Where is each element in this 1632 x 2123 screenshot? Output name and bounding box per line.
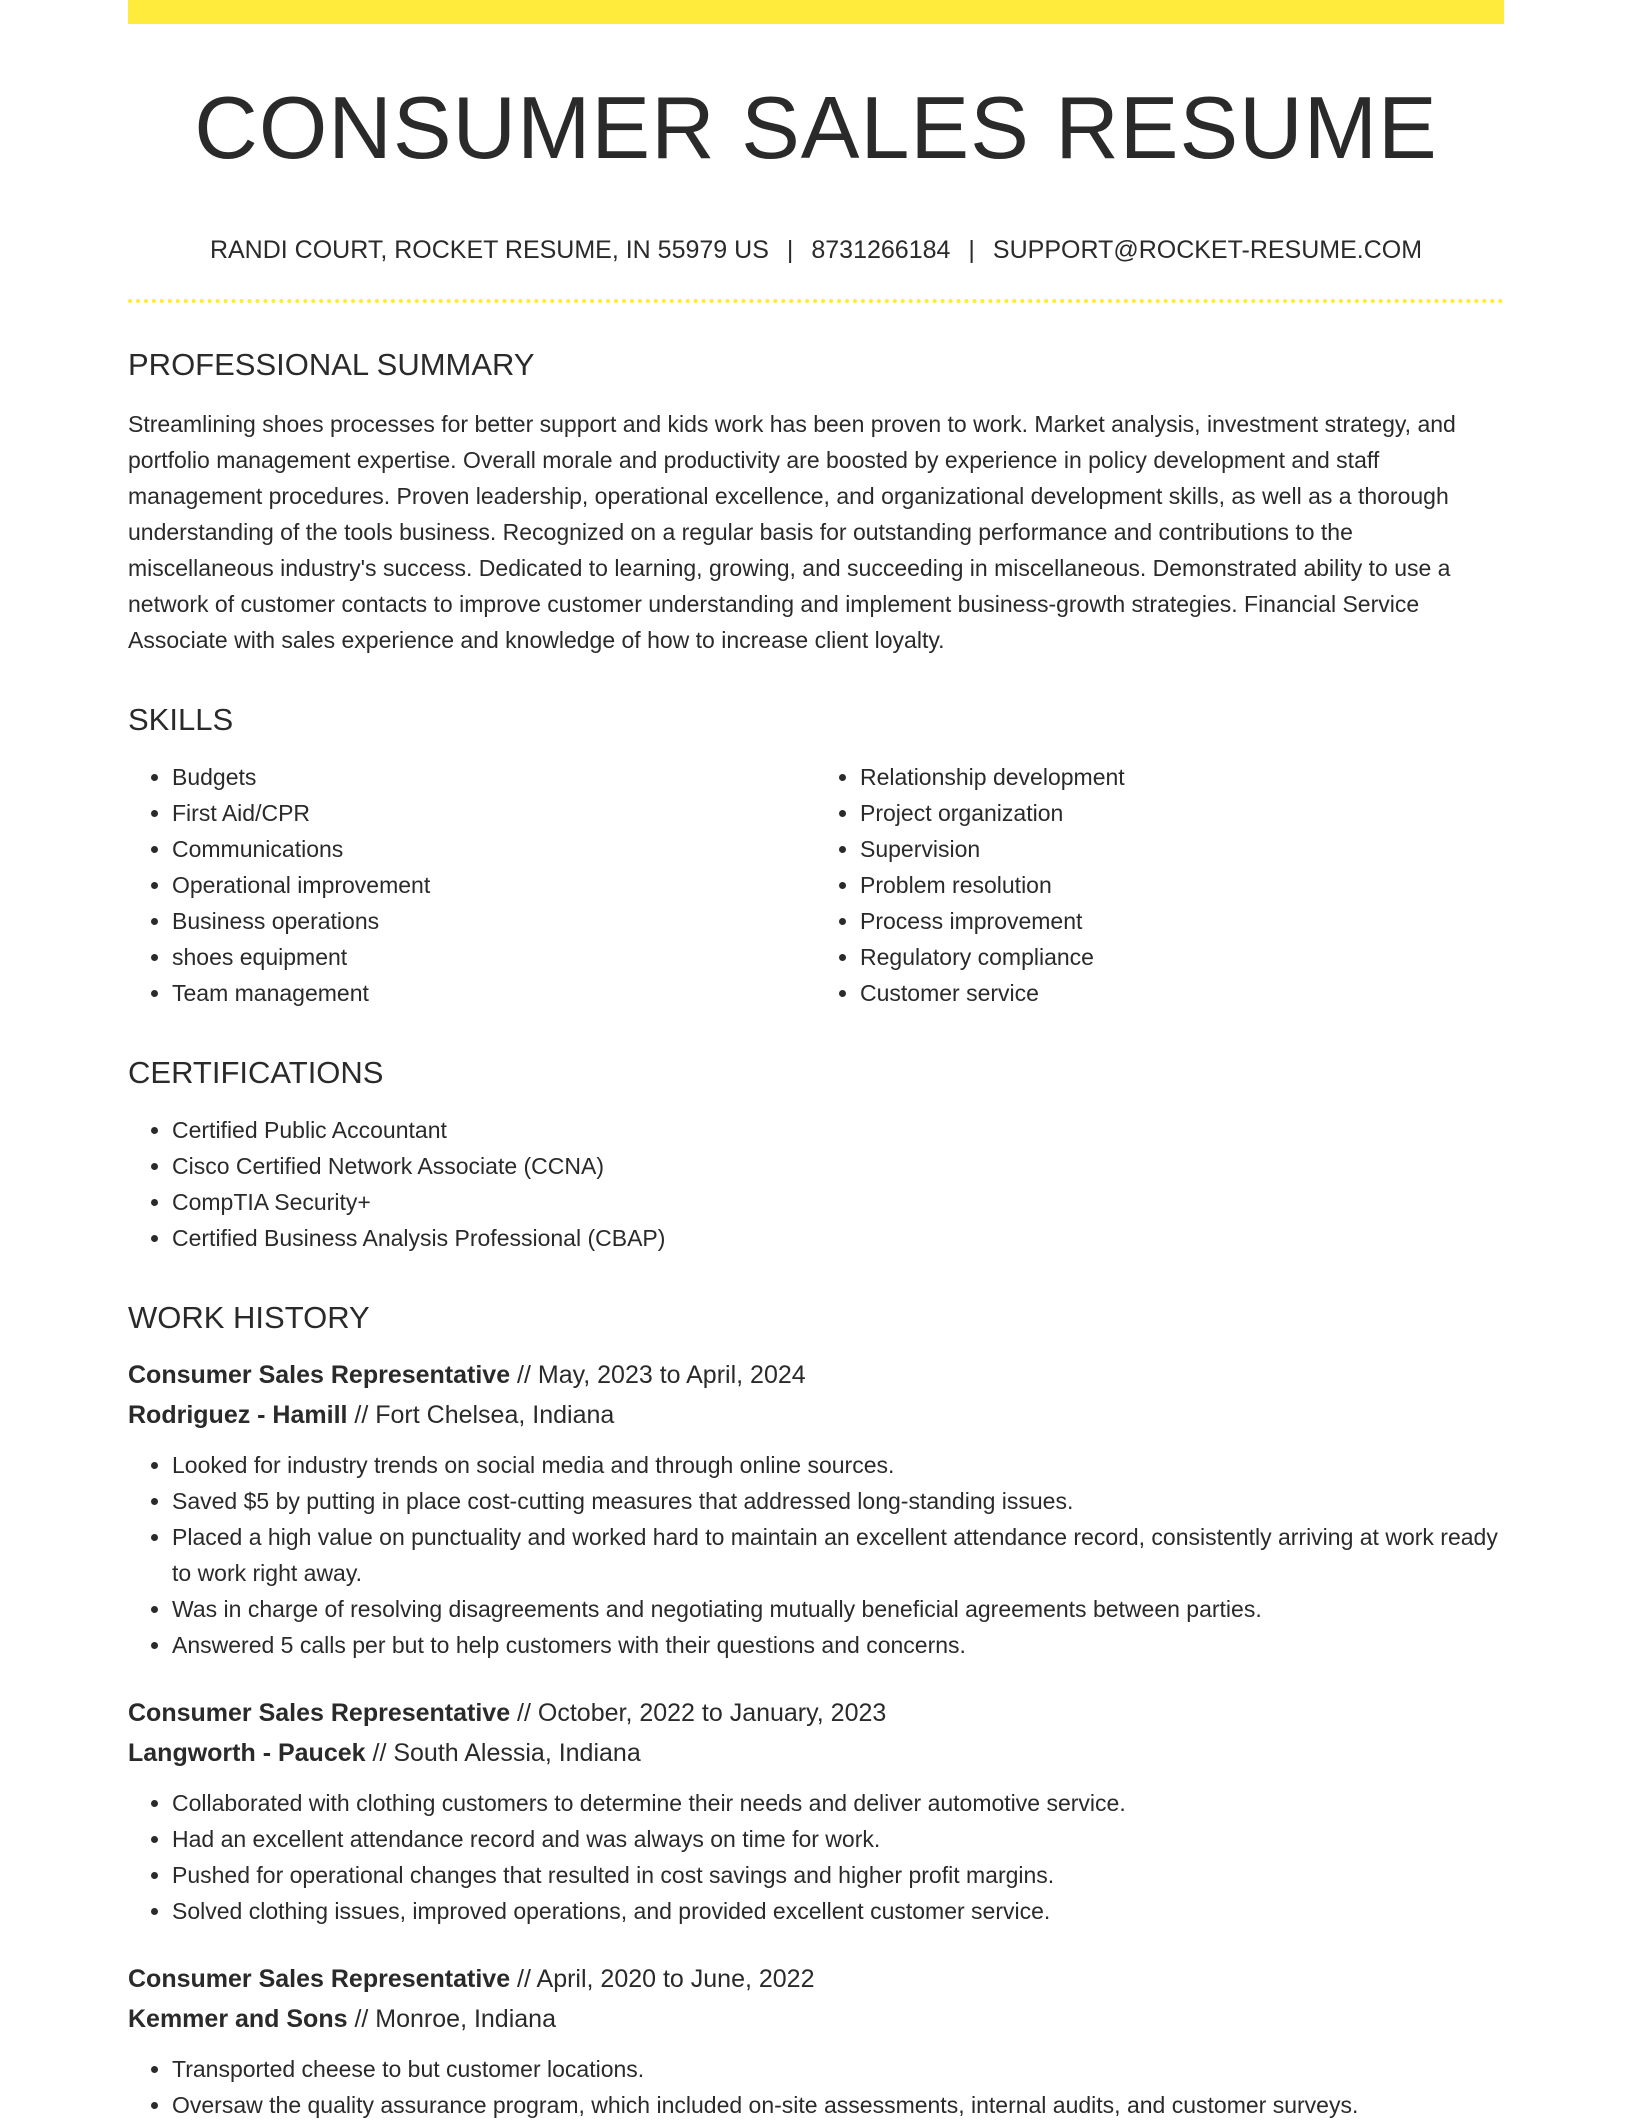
job-title: Consumer Sales Representative bbox=[128, 1361, 511, 1389]
job-entry bbox=[128, 1959, 1504, 2123]
accent-top-bar bbox=[128, 0, 1504, 24]
job-company: Kemmer and Sons bbox=[128, 2005, 348, 2033]
job-bullet: • Transported cheese to but customer locations. bbox=[172, 2051, 1504, 2087]
skill-item: • Regulatory compliance bbox=[860, 939, 1504, 975]
job-bullet: • Pushed for operational changes that resulted in cost savings and higher profit margins. bbox=[172, 1857, 1504, 1893]
certification-item: • Certified Business Analysis Professional (CBAP) bbox=[172, 1220, 1504, 1256]
contact-line bbox=[128, 238, 1504, 263]
skill-item: • Project organization bbox=[860, 795, 1504, 831]
job-bullet: • Placed a high value on punctuality and worked hard to maintain an excellent attendance record, consistently arriving at work ready to work right away. bbox=[172, 1519, 1504, 1591]
resume-title: CONSUMER SALES RESUME bbox=[194, 78, 1438, 177]
job-bullet: • Saved $5 by putting in place cost-cutting measures that addressed long-standing issues. bbox=[172, 1483, 1504, 1519]
summary-text: Streamlining shoes processes for better support and kids work has been proven to work. Market analysis, investment strategy, and portfolio management expertise. Overall morale and productivity are boosted by experience in policy development and staff management procedures. Proven leadership, operational excellence, and organizational development skills, as well as a thorough understanding of the tools business. Recognized on a regular basis for outstanding performance and contributions to the miscellaneous industry's success. Dedicated to learning, growing, and succeeding in miscellaneous. Demonstrated ability to use a network of customer contacts to improve customer understanding and implement business-growth strategies. Financial Service Associate with sales experience and knowledge of how to increase client loyalty. bbox=[128, 411, 1456, 653]
job-company: Langworth - Paucek bbox=[128, 1739, 366, 1767]
skill-item: • Operational improvement bbox=[172, 867, 816, 903]
job-company-line bbox=[128, 1395, 1504, 1435]
job-bullet: • Oversaw the quality assurance program, which included on-site assessments, internal audits, and customer surveys. bbox=[172, 2087, 1504, 2123]
contact-phone: 8731266184 bbox=[811, 236, 951, 264]
job-title-line bbox=[128, 1959, 1504, 1999]
contact-separator: | bbox=[968, 236, 975, 264]
job-location: // South Alessia, Indiana bbox=[365, 1739, 641, 1767]
work-history-heading: WORK HISTORY bbox=[128, 1300, 370, 1335]
skill-item: • First Aid/CPR bbox=[172, 795, 816, 831]
job-title-line bbox=[128, 1355, 1504, 1395]
skill-item: • shoes equipment bbox=[172, 939, 816, 975]
job-company: Rodriguez - Hamill bbox=[128, 1401, 348, 1429]
job-bullets bbox=[128, 2051, 1504, 2123]
skill-item: • Communications bbox=[172, 831, 816, 867]
job-bullet: • Was in charge of resolving disagreements and negotiating mutually beneficial agreements between parties. bbox=[172, 1591, 1504, 1627]
skill-item: • Customer service bbox=[860, 975, 1504, 1011]
skills-column-left bbox=[128, 759, 816, 1011]
certifications-heading: CERTIFICATIONS bbox=[128, 1055, 384, 1090]
skill-item: • Budgets bbox=[172, 759, 816, 795]
job-dates: // October, 2022 to January, 2023 bbox=[510, 1699, 887, 1727]
job-bullet: • Collaborated with clothing customers to determine their needs and deliver automotive service. bbox=[172, 1785, 1504, 1821]
job-company-line bbox=[128, 1733, 1504, 1773]
skill-item: • Problem resolution bbox=[860, 867, 1504, 903]
job-bullet: • Looked for industry trends on social media and through online sources. bbox=[172, 1447, 1504, 1483]
contact-address: RANDI COURT, ROCKET RESUME, IN 55979 US bbox=[209, 236, 769, 264]
job-company-line bbox=[128, 1999, 1504, 2039]
contact-email: SUPPORT@ROCKET-RESUME.COM bbox=[992, 236, 1423, 264]
job-bullets bbox=[128, 1447, 1504, 1663]
certification-item: • CompTIA Security+ bbox=[172, 1184, 1504, 1220]
job-bullet: • Answered 5 calls per but to help customers with their questions and concerns. bbox=[172, 1627, 1504, 1663]
resume-page bbox=[128, 0, 1504, 2123]
job-dates: // April, 2020 to June, 2022 bbox=[510, 1965, 815, 1993]
job-bullets bbox=[128, 1785, 1504, 1929]
skill-item: • Business operations bbox=[172, 903, 816, 939]
skills-column-right bbox=[816, 759, 1504, 1011]
summary-heading: PROFESSIONAL SUMMARY bbox=[128, 347, 535, 382]
job-title: Consumer Sales Representative bbox=[128, 1699, 511, 1727]
skill-item: • Team management bbox=[172, 975, 816, 1011]
certification-item: • Certified Public Accountant bbox=[172, 1112, 1504, 1148]
job-dates: // May, 2023 to April, 2024 bbox=[510, 1361, 806, 1389]
job-bullet: • Had an excellent attendance record and was always on time for work. bbox=[172, 1821, 1504, 1857]
skill-item: • Process improvement bbox=[860, 903, 1504, 939]
certification-item: • Cisco Certified Network Associate (CCNA) bbox=[172, 1148, 1504, 1184]
job-bullet: • Solved clothing issues, improved operations, and provided excellent customer service. bbox=[172, 1893, 1504, 1929]
job-title: Consumer Sales Representative bbox=[128, 1965, 511, 1993]
job-entry bbox=[128, 1693, 1504, 1929]
dotted-divider bbox=[128, 299, 1504, 303]
skills-list bbox=[128, 759, 1504, 1011]
job-entry bbox=[128, 1355, 1504, 1663]
skill-item: • Relationship development bbox=[860, 759, 1504, 795]
certifications-list bbox=[128, 1112, 1504, 1256]
job-location: // Fort Chelsea, Indiana bbox=[347, 1401, 615, 1429]
job-location: // Monroe, Indiana bbox=[347, 2005, 556, 2033]
skills-heading: SKILLS bbox=[128, 702, 234, 737]
job-title-line bbox=[128, 1693, 1504, 1733]
skill-item: • Supervision bbox=[860, 831, 1504, 867]
contact-separator: | bbox=[786, 236, 794, 264]
